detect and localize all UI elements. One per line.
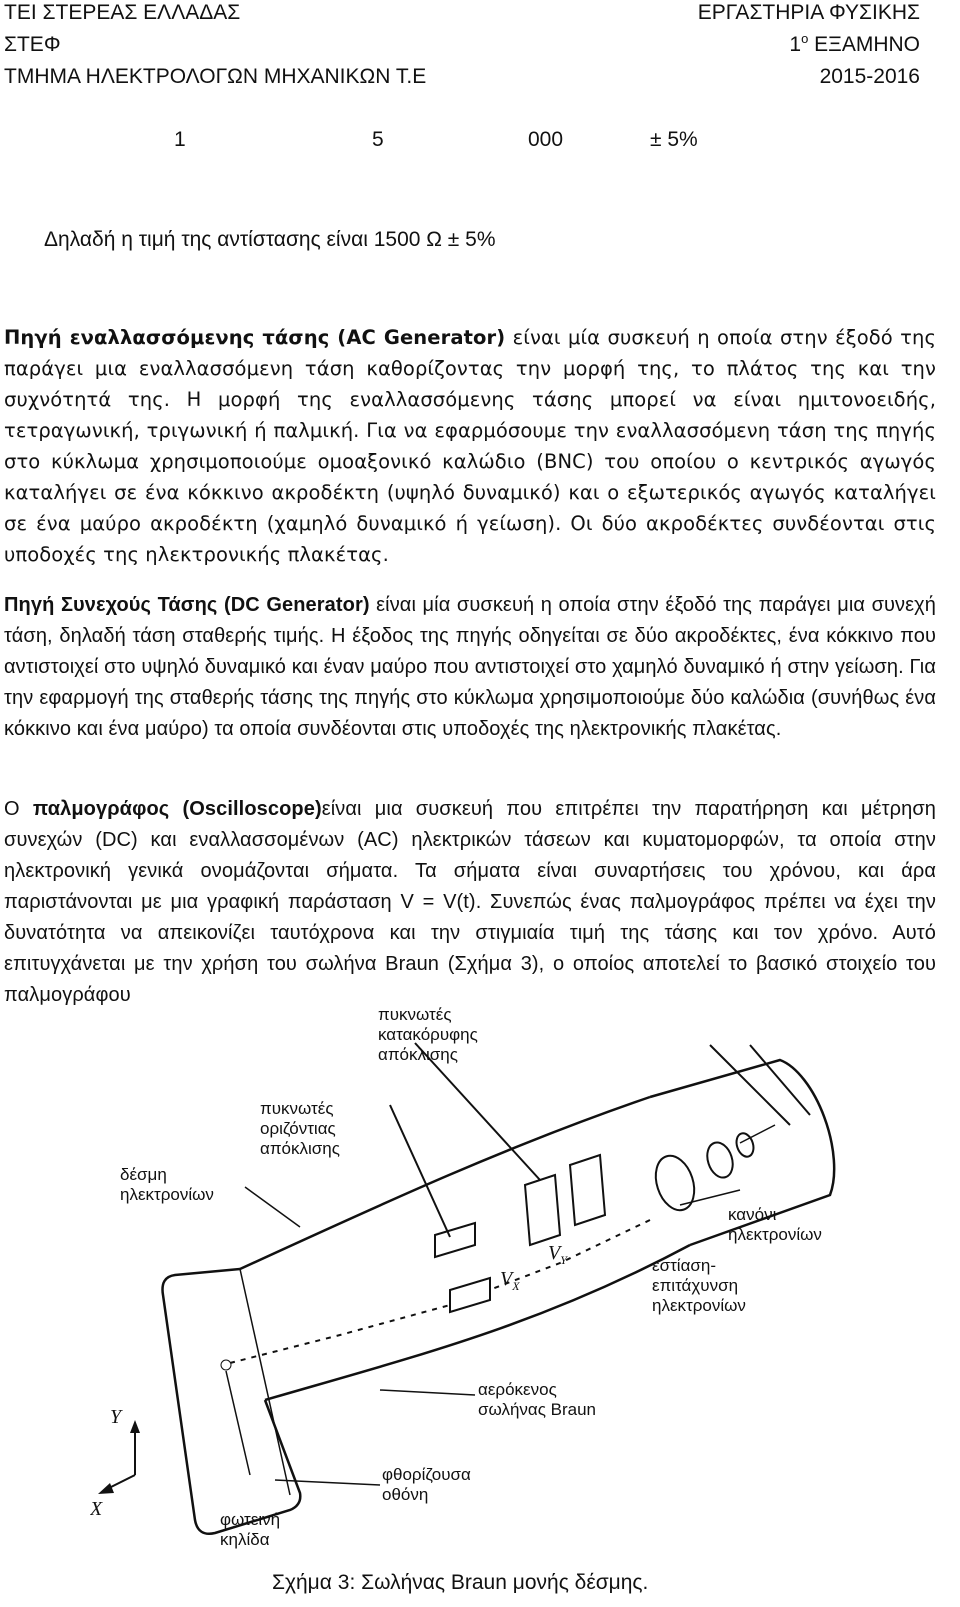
- svg-text:αερόκενος: αερόκενος: [478, 1380, 557, 1399]
- spot-pointer: [226, 1371, 250, 1475]
- braun-tube-figure: [90, 1005, 890, 1565]
- svg-text:απόκλισης: απόκλισης: [378, 1045, 458, 1064]
- focus-cylinder: [649, 1151, 701, 1215]
- beam-pointer: [245, 1187, 300, 1227]
- svg-text:σωλήνας Braun: σωλήνας Braun: [478, 1400, 597, 1419]
- label-horizontal-plates: [260, 1099, 340, 1158]
- gun-cathode: [703, 1139, 737, 1181]
- svg-text:πυκνωτές: πυκνωτές: [378, 1005, 452, 1024]
- horizontal-plate-2: [450, 1278, 490, 1312]
- axis-indicator: [90, 1406, 140, 1520]
- ac-generator-text: είναι μία συσκευή η οποία στην έξοδό της παράγει μια εναλλασσόμενη τάση καθορίζοντας την μορφή της, το πλάτος της και την συχνότητά της. Η μορφή της εναλλασσόμενης τάσης μπορεί να είναι ημιτονοειδής, τετραγωνική, τριγωνική ή παλμική. Για να εφαρμόσουμε την εναλλασσόμενη τάση της πηγής στο κύκλωμα χρησιμοποιούμε ομοαξονικό καλώδιο (BNC) του οποίου ο κεντρικός αγωγός καταλήγει σε ένα κόκκινο ακροδέκτη (υψηλό δυναμικό) και ο εξωτερικός αγωγός καταλήγει σε ένα μαύρο ακροδέκτη (χαμηλό δυναμικό ή γείωση). Οι δύο ακροδέκτες συνδέονται στις υποδοχές της ηλεκτρονικής πλακέτας.: [4, 326, 936, 566]
- resistor-digit-2: 5: [372, 128, 384, 151]
- figure-caption: Σχήμα 3: Σωλήνας Braun μονής δέσμης.: [272, 1571, 649, 1594]
- label-light-spot: [220, 1510, 280, 1549]
- light-spot-dot: [221, 1360, 231, 1370]
- gun-lead-2: [750, 1045, 810, 1115]
- svg-text:οθόνη: οθόνη: [382, 1485, 429, 1504]
- electron-gun: [649, 1131, 756, 1215]
- axis-y-label: Y: [110, 1406, 122, 1428]
- semester-ordinal: ο: [801, 31, 809, 46]
- resistor-multiplier: 000: [528, 128, 564, 151]
- header-year: 2015-2016: [819, 65, 920, 88]
- tube-screen-face: [163, 1269, 301, 1534]
- svg-text:ηλεκτρονίων: ηλεκτρονίων: [120, 1185, 214, 1204]
- svg-text:ηλεκτρονίων: ηλεκτρονίων: [652, 1296, 746, 1315]
- label-fluorescent-screen: [382, 1465, 471, 1504]
- svg-text:κανόνι: κανόνι: [728, 1205, 777, 1224]
- tube-bottom-edge: [265, 1245, 690, 1400]
- label-electron-beam: [120, 1165, 214, 1204]
- svg-text:φθορίζουσα: φθορίζουσα: [382, 1465, 471, 1484]
- horizontal-plates-lead: [390, 1105, 450, 1237]
- label-electron-gun: [728, 1205, 822, 1244]
- label-focus-acceleration: [652, 1256, 746, 1315]
- axis-x-label: X: [90, 1498, 103, 1520]
- dc-generator-paragraph: [4, 590, 936, 745]
- dc-generator-term: Πηγή Συνεχούς Τάσης (DC Generator): [4, 594, 370, 616]
- gun-filament: [734, 1131, 757, 1159]
- label-vacuum-tube: [478, 1380, 596, 1419]
- tube-pointer: [380, 1390, 475, 1395]
- screen-pointer: [275, 1480, 380, 1485]
- svg-text:κηλίδα: κηλίδα: [220, 1530, 270, 1549]
- vx-label: $V_X$: [500, 1268, 520, 1293]
- svg-text:οριζόντιας: οριζόντιας: [260, 1119, 336, 1138]
- semester-label: ΕΞΑΜΗΝΟ: [808, 33, 920, 56]
- vertical-plate-1: [525, 1175, 560, 1245]
- resistor-tolerance: ± 5%: [650, 128, 698, 151]
- ac-generator-term: Πηγή εναλλασσόμενης τάσης (AC Generator): [4, 326, 506, 349]
- horizontal-plate-1: [435, 1223, 475, 1257]
- header-right: [698, 0, 920, 96]
- header-lab: ΕΡΓΑΣΤΗΡΙΑ ΦΥΣΙΚΗΣ: [697, 1, 920, 24]
- header-institution: ΤΕΙ ΣΤΕΡΕΑΣ ΕΛΛΑΔΑΣ: [4, 1, 241, 24]
- svg-text:κατακόρυφης: κατακόρυφης: [378, 1025, 478, 1044]
- svg-text:εστίαση-: εστίαση-: [652, 1256, 716, 1275]
- vertical-plate-2: [570, 1155, 605, 1225]
- header-department: ΤΜΗΜΑ ΗΛΕΚΤΡΟΛΟΓΩΝ ΜΗΧΑΝΙΚΩΝ Τ.Ε: [4, 65, 427, 88]
- gun-lead-1: [710, 1045, 790, 1125]
- oscilloscope-article: Ο: [4, 798, 33, 820]
- vy-label: $V_Y$: [548, 1242, 567, 1267]
- resistor-digit-1: 1: [174, 128, 186, 151]
- header-left: [4, 0, 426, 96]
- header-semester: [698, 32, 920, 64]
- resistance-value: Δηλαδή η τιμή της αντίστασης είναι 1500 Ω ± 5%: [44, 228, 496, 251]
- svg-text:φωτεινή: φωτεινή: [220, 1510, 281, 1529]
- dc-generator-text: είναι μία συσκευή η οποία στην έξοδό της παράγει μια συνεχή τάση, δηλαδή τάση σταθερής τιμής. Η έξοδος της πηγής οδηγείται σε δύο ακροδέκτες, ένα κόκκινο που αντιστοιχεί στο υψηλό δυναμικό και έναν μαύρο που αντιστοιχεί στο χαμηλό δυναμικό ή στην γείωση. Για την εφαρμογή της σταθερής τάσης της πηγής στο κύκλωμα χρησιμοποιούμε δύο καλώδια (συνήθως ένα κόκκινο και ένα μαύρο) τα οποία συνδέονται στις υποδοχές της ηλεκτρονικής πλακέτας.: [4, 594, 936, 740]
- oscilloscope-term: παλμογράφος (Oscilloscope): [32, 798, 322, 820]
- label-vertical-plates: [378, 1005, 478, 1064]
- deflection-plates: [435, 1155, 605, 1312]
- oscilloscope-text: είναι μια συσκευή που επιτρέπει την παρατήρηση και μέτρηση συνεχών (DC) και εναλλασσομένων (AC) ηλεκτρικών τάσεων και κυματομορφών, τα οποία στην ηλεκτρονική γενικά ονομάζονται σήματα. Τα σήματα είναι συναρτήσεις του χρόνου, και άρα παριστάνονται με μια γραφική παράσταση V = V(t). Συνεπώς ένας παλμογράφος πρέπει να έχει την δυνατότητα να απεικονίζει ταυτόχρονα και την στιγμιαία τιμή της τάσης και τον χρόνο. Αυτό επιτυγχάνεται με την χρήση του σωλήνα Braun (Σχήμα 3), ο οποίος αποτελεί το βασικό στοιχείο του παλμογράφου: [4, 798, 936, 1006]
- svg-text:επιτάχυνση: επιτάχυνση: [652, 1276, 739, 1295]
- svg-text:ηλεκτρονίων: ηλεκτρονίων: [728, 1225, 822, 1244]
- svg-text:απόκλισης: απόκλισης: [260, 1139, 340, 1158]
- svg-text:δέσμη: δέσμη: [120, 1165, 167, 1184]
- svg-text:πυκνωτές: πυκνωτές: [260, 1099, 334, 1118]
- oscilloscope-paragraph: [4, 794, 936, 1011]
- semester-number: 1: [789, 33, 802, 56]
- header-school: ΣΤΕΦ: [4, 33, 61, 56]
- ac-generator-paragraph: [4, 322, 936, 570]
